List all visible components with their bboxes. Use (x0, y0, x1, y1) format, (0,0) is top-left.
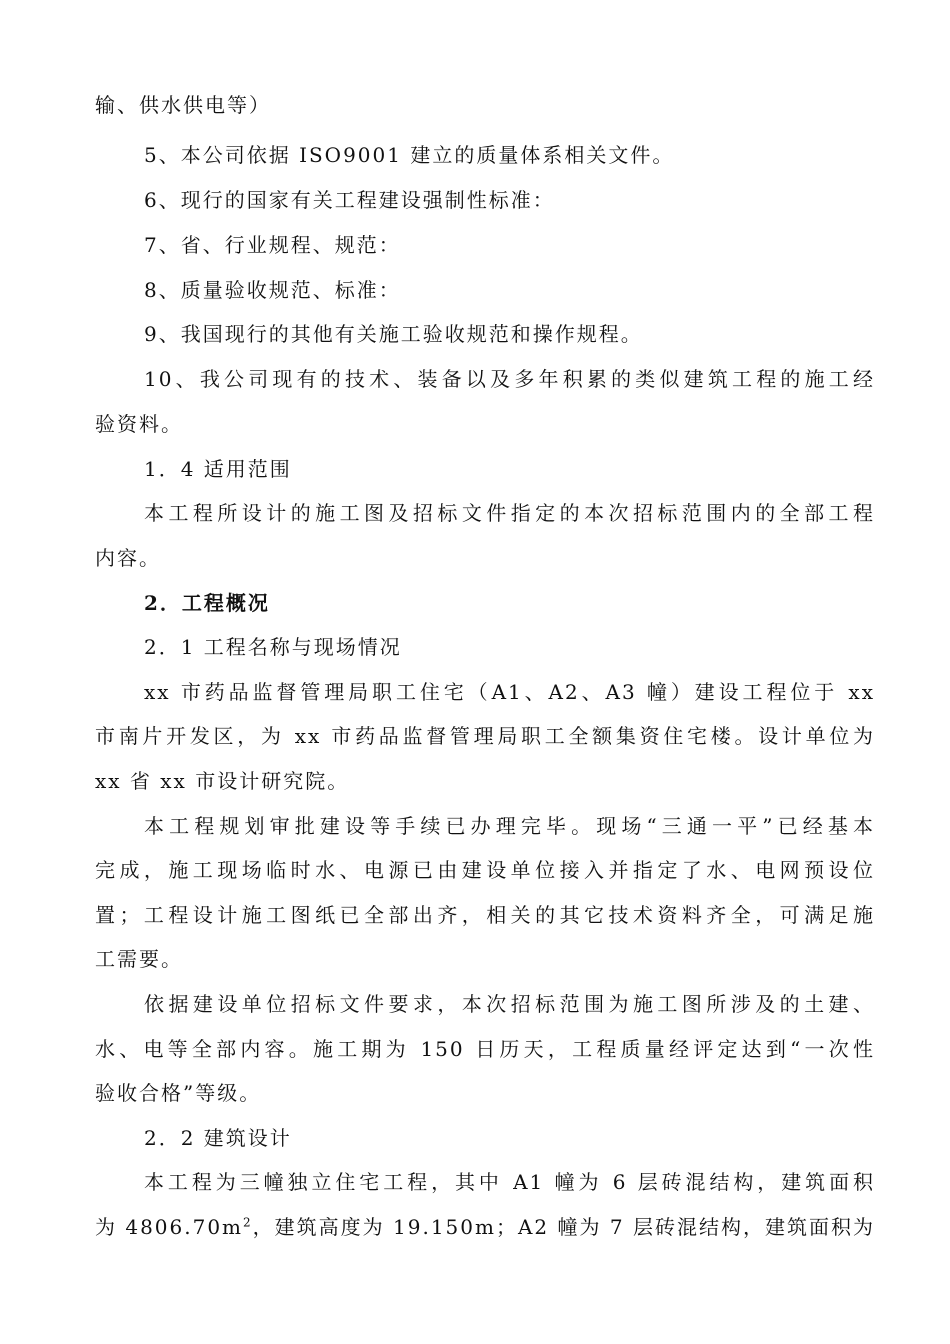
section-heading-2: 2．工程概况 (144, 591, 270, 615)
paragraph-line: 完成，施工现场临时水、电源已由建设单位接入并指定了水、电网预设位 (95, 858, 875, 882)
paragraph-line: 内容。 (95, 546, 161, 570)
section-heading-2-1: 2．1 工程名称与现场情况 (144, 635, 402, 659)
list-item-8: 8、质量验收规范、标准： (144, 278, 401, 302)
paragraph-line: 本工程所设计的施工图及招标文件指定的本次招标范围内的全部工程 (144, 501, 875, 525)
paragraph-line: xx 省 xx 市设计研究院。 (95, 769, 350, 793)
list-item-9: 9、我国现行的其他有关施工验收规范和操作规程。 (144, 322, 643, 346)
paragraph-line: 市南片开发区，为 xx 市药品监督管理局职工全额集资住宅楼。设计单位为 (95, 724, 875, 748)
area-value: 为 4806.70m (95, 1215, 244, 1239)
paragraph-line: 验收合格”等级。 (95, 1081, 262, 1105)
list-item-5: 5、本公司依据 ISO9001 建立的质量体系相关文件。 (144, 143, 675, 167)
paragraph-line: 工需要。 (95, 947, 183, 971)
paragraph-line: 验资料。 (95, 412, 183, 436)
section-heading-1-4: 1．4 适用范围 (144, 457, 292, 481)
paragraph-line: 输、供水供电等） (95, 93, 271, 117)
paragraph-line: 依据建设单位招标文件要求，本次招标范围为施工图所涉及的土建、 (144, 992, 875, 1016)
area-continuation: ，建筑高度为 19.150m；A2 幢为 7 层砖混结构，建筑面积为 (252, 1215, 875, 1239)
list-item-7: 7、省、行业规程、规范： (144, 233, 401, 257)
list-item-6: 6、现行的国家有关工程建设强制性标准： (144, 188, 555, 212)
paragraph-line: xx 市药品监督管理局职工住宅（A1、A2、A3 幢）建设工程位于 xx (144, 680, 875, 704)
paragraph-line: 水、电等全部内容。施工期为 150 日历天，工程质量经评定达到“一次性 (95, 1037, 875, 1061)
list-item-10: 10、我公司现有的技术、装备以及多年积累的类似建筑工程的施工经 (144, 367, 875, 391)
section-heading-2-2: 2．2 建筑设计 (144, 1126, 292, 1150)
superscript: 2 (243, 1215, 253, 1230)
paragraph-line: 本工程为三幢独立住宅工程，其中 A1 幢为 6 层砖混结构，建筑面积 (144, 1170, 875, 1194)
paragraph-line: 置；工程设计施工图纸已全部出齐，相关的其它技术资料齐全，可满足施 (95, 903, 875, 927)
paragraph-line: 本工程规划审批建设等手续已办理完毕。现场“三通一平”已经基本 (144, 814, 875, 838)
paragraph-line-area (95, 1213, 875, 1241)
